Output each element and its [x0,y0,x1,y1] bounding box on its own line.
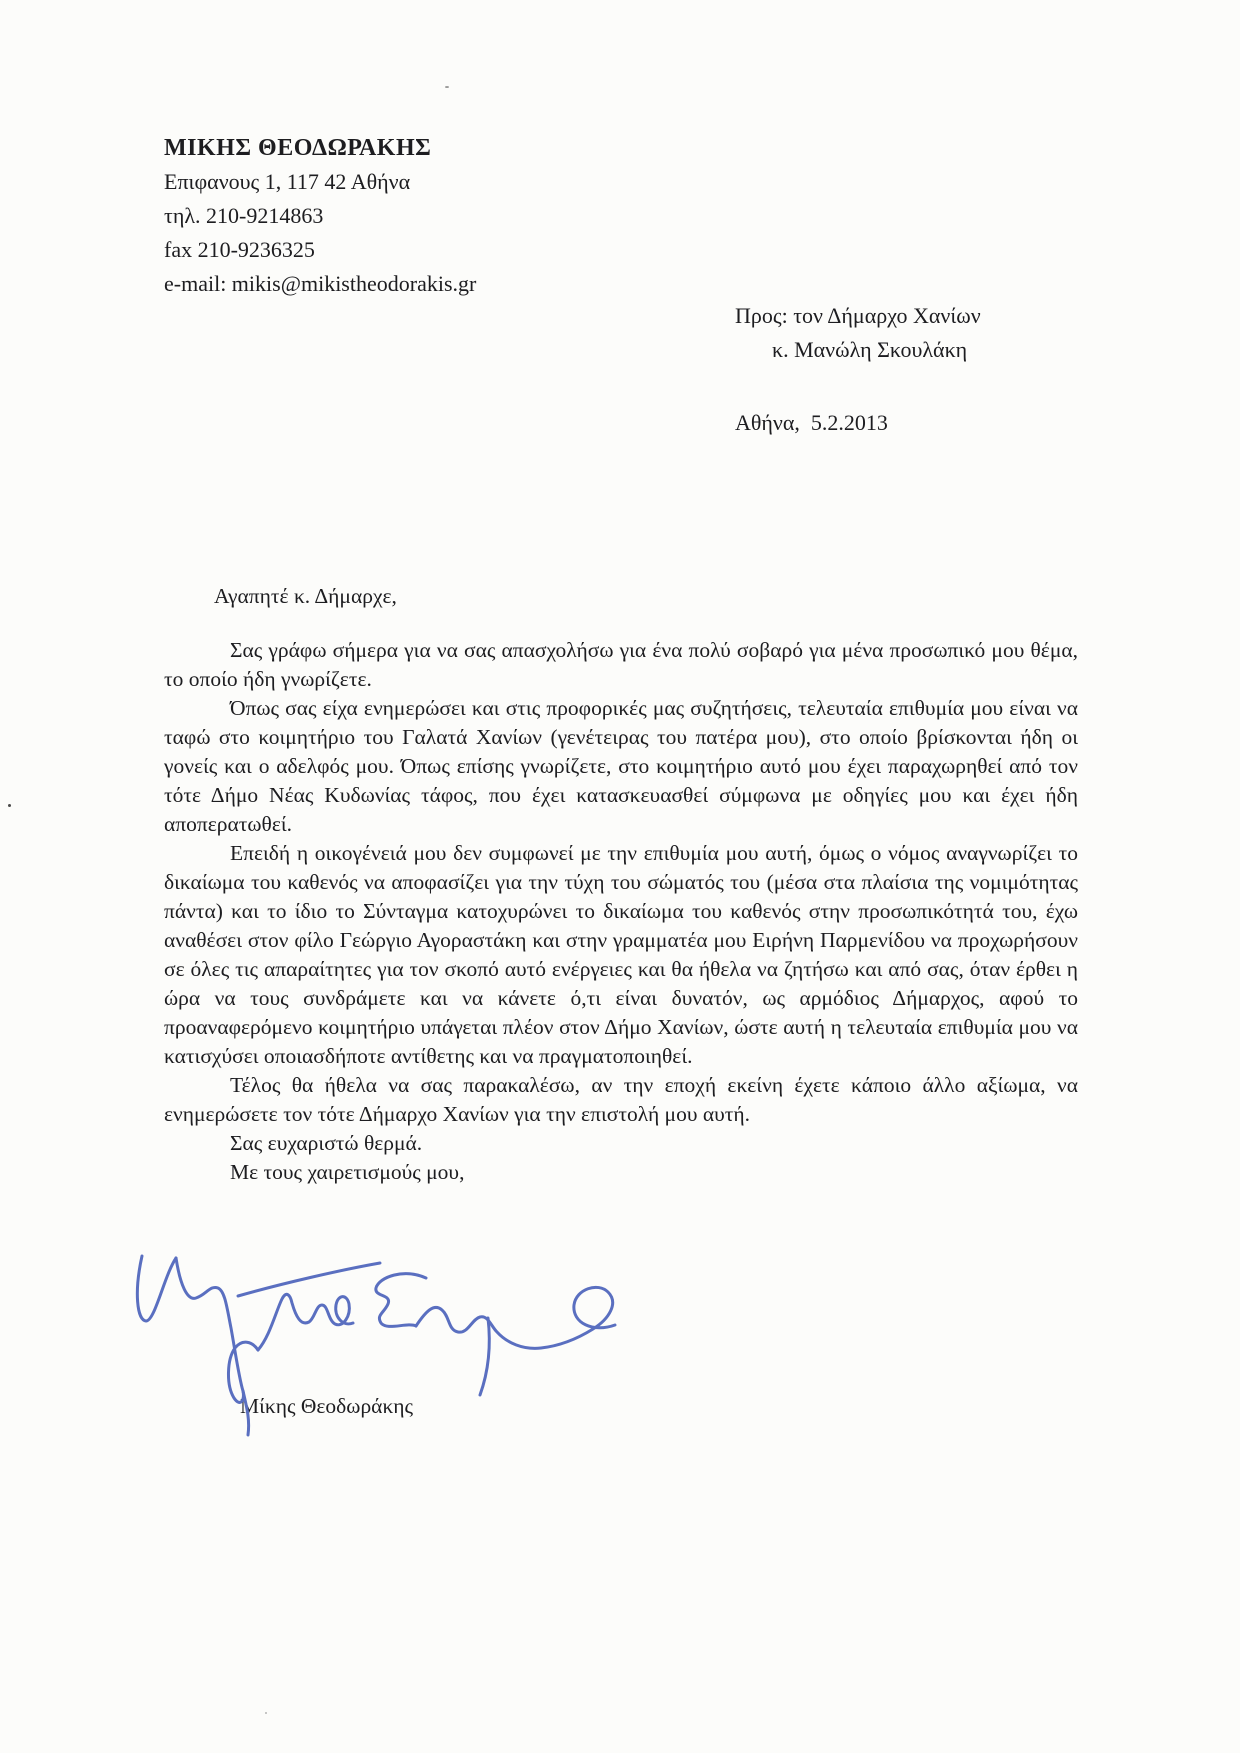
letter-body [164,636,1078,1187]
sender-fax: fax 210-9236325 [164,237,315,262]
scan-speck [8,804,11,807]
sender-phone: τηλ. 210-9214863 [164,203,324,228]
paragraph-4: Τέλος θα ήθελα να σας παρακαλέσω, αν την εποχή εκείνη έχετε κάποιο άλλο αξίωμα, να ενημερώσετε τον τότε Δήμαρχο Χανίων για την επιστολή μου αυτή. [164,1073,1078,1126]
dateline: Αθήνα, 5.2.2013 [735,410,888,435]
handwritten-signature-icon [130,1248,650,1438]
scan-speck [445,86,449,88]
closing-regards: Με τους χαιρετισμούς μου, [230,1160,465,1184]
scan-speck [265,1712,267,1714]
sender-email: e-mail: mikis@mikistheodorakis.gr [164,271,477,296]
signee-name: Μίκης Θεοδωράκης [240,1394,414,1418]
sender-name: ΜΙΚΗΣ ΘΕΟΔΩΡΑΚΗΣ [164,135,432,161]
paragraph-3: Επειδή η οικογένειά μου δεν συμφωνεί με την επιθυμία μου αυτή, όμως ο νόμος αναγνωρίζει το δικαίωμα του καθενός να αποφασίζει για την τύχη του σώματός του (μέσα στα πλαίσια της νομιμότητας πάντα) και το ίδιο το Σύνταγμα κατοχυρώνει το δικαίωμα του καθενός στην προσωπικότητά του, έχω αναθέσει στον φίλο Γεώργιο Αγοραστάκη και στην γραμματέα μου Ειρήνη Παρμενίδου να προχωρήσουν σε όλες τις απαραίτητες για τον σκοπό αυτό ενέργειες και θα ήθελα να ζητήσω και από σας, όταν έρθει η ώρα να τους συνδράμετε και να κάνετε ό,τι είναι δυνατόν, ως αρμόδιος Δήμαρχος, αφού το προαναφερόμενο κοιμητήριο υπάγεται πλέον στον Δήμο Χανίων, ώστε αυτή η τελευταία επιθυμία μου να κατισχύσει οποιασδήποτε αντίθετης και να πραγματοποιηθεί. [164,841,1078,1068]
recipient-line1: Προς: τον Δήμαρχο Χανίων [735,303,981,328]
sender-block [164,131,476,301]
closing-thanks: Σας ευχαριστώ θερμά. [230,1131,423,1155]
sender-address: Επιφανους 1, 117 42 Αθήνα [164,169,411,194]
salutation: Αγαπητέ κ. Δήμαρχε, [214,584,397,608]
recipient-line2: κ. Μανώλη Σκουλάκη [772,337,968,362]
paragraph-2: Όπως σας είχα ενημερώσει και στις προφορικές μας συζητήσεις, τελευταία επιθυμία μου είναι να ταφώ στο κοιμητήριο του Γαλατά Χανίων (γενέτειρας του πατέρα μου), στο οποίο βρίσκονται ήδη οι γονείς και ο αδελφός μου. Όπως επίσης γνωρίζετε, στο κοιμητήριο αυτό μου έχει παραχωρηθεί από τον τότε Δήμο Νέας Κυδωνίας τάφος, που έχει κατασκευασθεί σύμφωνα με οδηγίες μου και έχει ήδη αποπερατωθεί. [164,696,1078,836]
recipient-block [735,299,981,367]
paragraph-1: Σας γράφω σήμερα για να σας απασχολήσω για ένα πολύ σοβαρό για μένα προσωπικό μου θέμα, το οποίο ήδη γνωρίζετε. [164,638,1078,691]
